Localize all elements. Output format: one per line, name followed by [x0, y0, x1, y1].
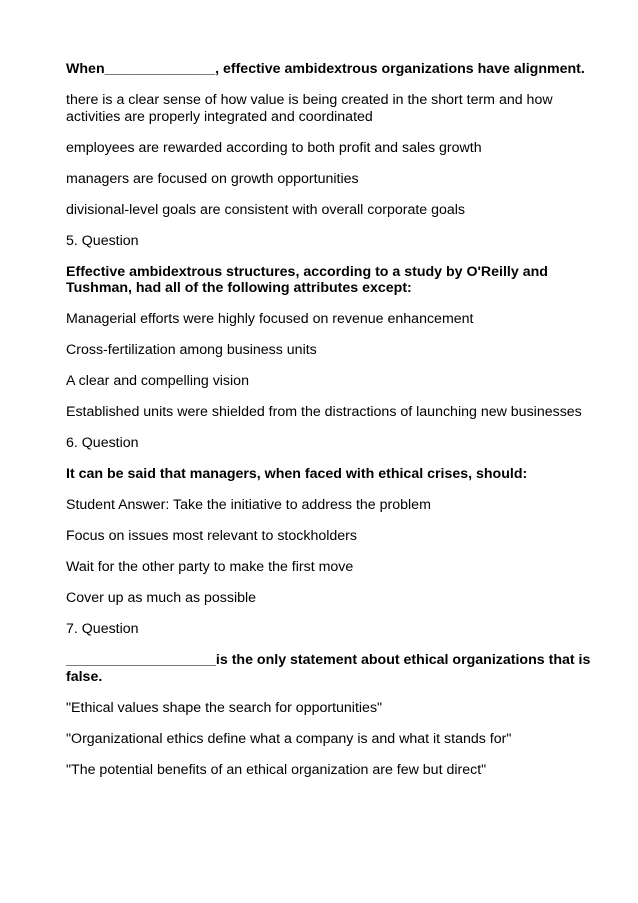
answer-option: "Ethical values shape the search for opportunities": [66, 699, 383, 716]
answer-option: "The potential benefits of an ethical organization are few but direct": [66, 761, 487, 778]
answer-option: Focus on issues most relevant to stockholders: [66, 528, 357, 544]
answer-option: Cover up as much as possible: [66, 590, 257, 606]
answer-option: Established units were shielded from the distractions of launching new businesses: [66, 404, 582, 420]
answer-option: "Organizational ethics define what a company is and what it stands for": [66, 730, 512, 747]
question-prompt: When______________, effective ambidextrous organizations have alignment.: [66, 61, 585, 77]
question-number: 7. Question: [66, 621, 139, 637]
question-prompt: ___________________is the only statement about ethical organizations that is false.: [66, 652, 591, 685]
answer-option: Cross-fertilization among business units: [66, 342, 317, 358]
answer-option: employees are rewarded according to both profit and sales growth: [66, 139, 482, 156]
question-number: 6. Question: [66, 435, 139, 451]
question-prompt: It can be said that managers, when faced with ethical crises, should:: [66, 466, 528, 482]
answer-option: divisional-level goals are consistent with overall corporate goals: [66, 201, 466, 218]
answer-option: A clear and compelling vision: [66, 373, 249, 389]
answer-option: Managerial efforts were highly focused on revenue enhancement: [66, 311, 474, 327]
question-number: 5. Question: [66, 232, 139, 249]
answer-option: Student Answer: Take the initiative to address the problem: [66, 497, 431, 513]
document-page: [66, 61, 596, 793]
answer-option: there is a clear sense of how value is being created in the short term and how activities are properly integrated and coordinated: [66, 92, 553, 125]
answer-option: managers are focused on growth opportunities: [66, 170, 359, 187]
question-prompt: Effective ambidextrous structures, according to a study by O'Reilly and Tushman, had all of the following attributes except:: [66, 263, 548, 296]
answer-option: Wait for the other party to make the first move: [66, 559, 354, 575]
